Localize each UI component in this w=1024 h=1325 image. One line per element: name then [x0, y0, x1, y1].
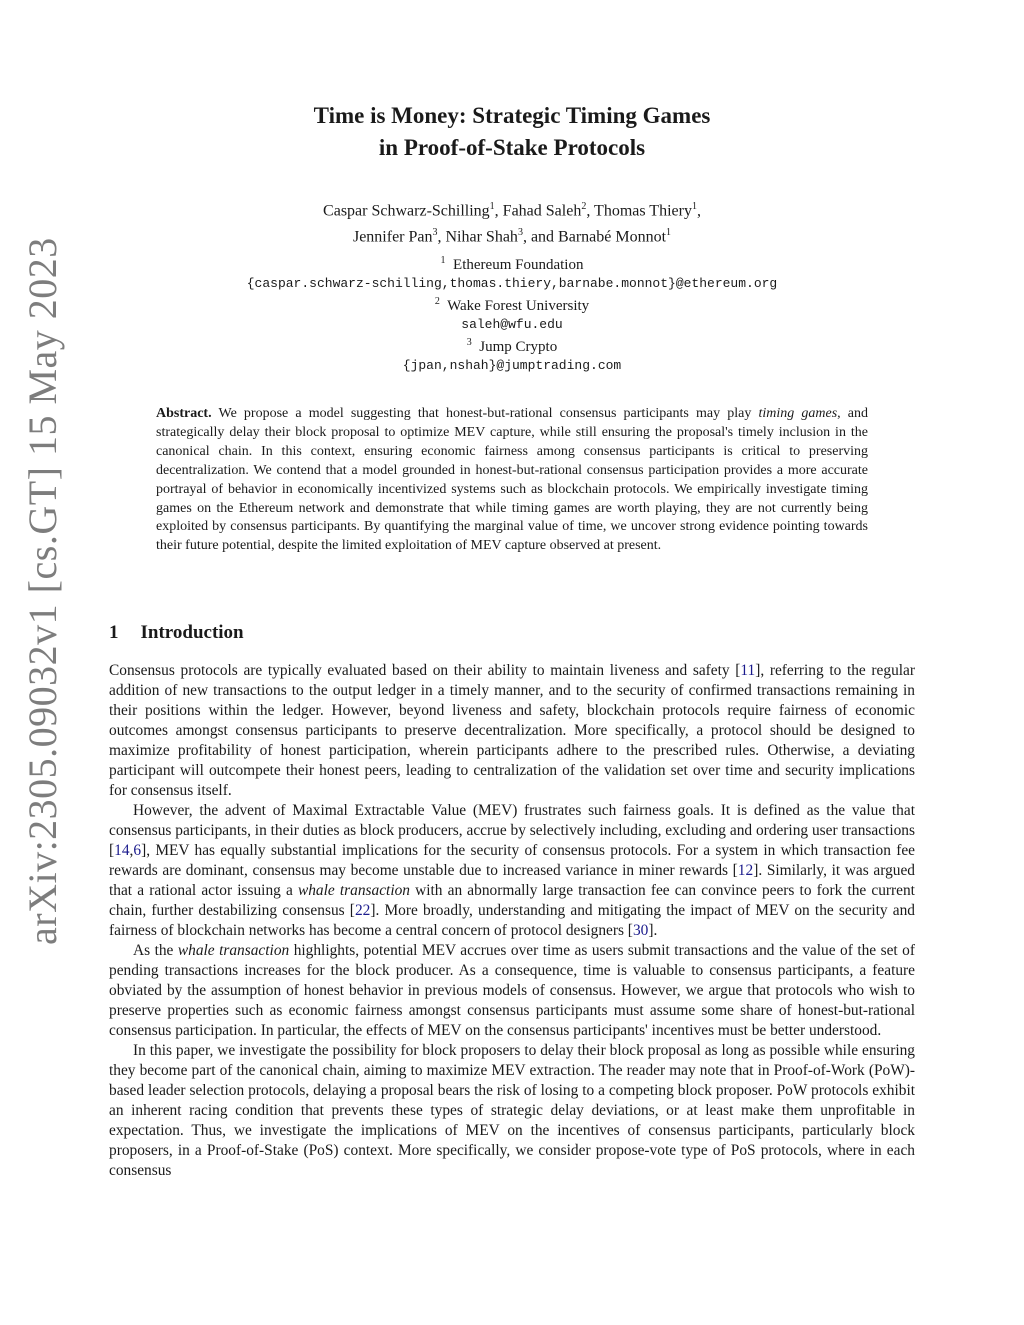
author-name: Fahad Saleh [502, 202, 582, 220]
affiliation-number: 1 [440, 255, 446, 266]
text-run: However, the advent of Maximal Extractable Value (MEV) frustrates such fairness goals. It is defined as the value that consensus participants, in their duties as block producers, accrue by selectively including, excluding and ordering user transactions [ [109, 802, 915, 859]
author-separator: , and [522, 228, 559, 246]
citation-link[interactable]: 11 [740, 662, 756, 679]
abstract-emphasis: timing games [758, 406, 838, 421]
author-affiliation-mark: 3 [517, 227, 523, 239]
text-run: Consensus protocols are typically evaluated based on their ability to maintain liveness and safety [ [109, 662, 741, 679]
author-affiliation-mark: 3 [432, 227, 438, 239]
text-run: highlights, potential MEV accrues over time as users submit transactions and the value of the set of pending transactions increases for the block producer. As a consequence, time is valuable to consensus participants, a feature obviated by the assumption of honest behavior in previous models of consensus. However, we argue that protocols who wish to preserve properties such as economic fairness amongst consensus participants must assume some share of honest-but-rational consensus participation. In particular, the effects of MEV on the consensus participants' incentives must be better understood. [109, 942, 915, 1039]
text-run: , [129, 842, 134, 859]
author-affiliation-mark: 1 [666, 227, 672, 239]
body-text [109, 661, 915, 1181]
affiliation-list [112, 252, 912, 375]
author-name: Jennifer Pan [352, 228, 433, 246]
affiliation-name: Ethereum Foundation [453, 257, 584, 273]
text-run: ], MEV has equally substantial implications for the security of consensus protocols. For a system in which transaction fee rewards are dominant, consensus may become unstable due to increased variance in miner rewards [ [109, 842, 915, 879]
affiliation-email: saleh@wfu.edu [461, 316, 563, 332]
author-line-2 [112, 222, 912, 248]
author-name: Thomas Thiery [594, 202, 692, 220]
paragraph-2 [109, 801, 915, 941]
paper-title [112, 100, 912, 164]
author-list [112, 196, 912, 249]
citation-link[interactable]: 14 [114, 842, 130, 859]
affiliation-number: 2 [434, 296, 440, 307]
affiliation-name: Jump Crypto [479, 339, 558, 355]
abstract-text: , and strategically delay their block proposal to optimize MEV capture, while still ensuring the proposal's timely inclusion in the canonical chain. In this context, ensuring economic fairness among consensus participants is critical to preserving decentralization. We contend that a model grounded in honest-but-rational consensus participation provides a more accurate portrayal of behavior in economically incentivized systems such as blockchain protocols. We empirically investigate timing games on the Ethereum network and demonstrate that while timing games are worth playing, they are not currently being exploited by consensus participants. By quantifying the marginal value of time, we uncover strong evidence pointing towards their future potential, despite the limited exploitation of MEV capture observed at present. [156, 406, 869, 554]
affiliation-item [112, 334, 912, 357]
abstract-label: Abstract. [156, 406, 212, 421]
affiliation-item [112, 252, 912, 275]
author-name: Nihar Shah [445, 228, 518, 246]
affiliation-item [112, 293, 912, 316]
abstract [156, 405, 868, 556]
author-affiliation-mark: 2 [581, 201, 587, 212]
text-run: ]. More broadly, understanding and mitigating the impact of MEV on the security and fairness of blockchain networks has become a central concern of protocol designers [ [109, 902, 916, 939]
paragraph-1 [109, 661, 915, 801]
title-line-1: Time is Money: Strategic Timing Games [313, 103, 711, 128]
citation-link[interactable]: 30 [632, 922, 649, 939]
text-run: As the [133, 942, 174, 959]
author-affiliation-mark: 1 [489, 201, 495, 212]
emphasis: whale transaction [297, 882, 410, 899]
paragraph-4 [109, 1041, 915, 1181]
author-separator: , [586, 202, 595, 220]
text-run: ]. Similarly, it was argued that a rational actor issuing a [109, 862, 915, 899]
author-name: Caspar Schwarz-Schilling [323, 202, 490, 220]
author-separator: , [494, 202, 503, 220]
author-affiliation-mark: 1 [691, 201, 697, 212]
author-line-1 [112, 196, 912, 222]
section-number: 1 [109, 622, 119, 643]
affiliation-email: {caspar.schwarz-schilling,thomas.thiery,barnabe.monnot}@ethereum.org [246, 275, 778, 291]
affiliation-number: 3 [466, 337, 472, 348]
affiliation-name: Wake Forest University [447, 298, 590, 314]
citation-link[interactable]: 12 [737, 862, 754, 879]
text-run: with an abnormally large transaction fee can convince peers to fork the current chain, further destabilizing consensus [ [109, 882, 915, 919]
author-separator: , [437, 228, 446, 246]
section-heading [109, 620, 244, 646]
affiliation-email: {jpan,nshah}@jumptrading.com [402, 357, 622, 373]
citation-link[interactable]: 22 [354, 902, 371, 919]
text-run: ], referring to the regular addition of new transactions to the output ledger in a timely manner, and to the security of confirmed transactions remaining in their positions within the ledger. However, beyond liveness and safety, blockchain protocols require fairness of economic outcomes amongst consensus participants to preserve decentralization. More specifically, a protocol should be designed to maximize profitability of honest participation, wherein participants adhere to the prescribed rules. Otherwise, a deviating participant will outcompete their honest peers, leading to centralization of the validation set over time and security implications for consensus itself. [109, 662, 916, 799]
abstract-text: We propose a model suggesting that honest-but-rational consensus participants may play [218, 406, 752, 421]
author-name: Barnabé Monnot [558, 228, 667, 246]
citation-link[interactable]: 6 [133, 842, 142, 859]
text-run: ]. [648, 922, 658, 939]
title-line-2: in Proof-of-Stake Protocols [378, 135, 646, 160]
section-title: Introduction [140, 622, 244, 643]
author-separator: , [696, 202, 701, 220]
text-run: In this paper, we investigate the possibility for block proposers to delay their block proposal as long as possible while ensuring they become part of the canonical chain, aiming to maximize MEV extraction. The reader may note that in Proof-of-Work (PoW)-based leader selection protocols, delaying a proposal bears the risk of losing to a competing block proposer. PoW protocols exhibit an inherent racing condition that prevents these types of strategic delay deviations, or at least make them unprofitable in expectation. Thus, we investigate the implications of MEV on the incentives of consensus participants, particularly block proposers, in a Proof-of-Stake (PoS) context. More specifically, we consider propose-vote type of PoS protocols, where in each consensus [109, 1042, 915, 1179]
arxiv-side-stamp: arXiv:2305.09032v1 [cs.GT] 15 May 2023 [20, 237, 65, 945]
emphasis: whale transaction [177, 942, 290, 959]
paragraph-3 [109, 941, 915, 1041]
